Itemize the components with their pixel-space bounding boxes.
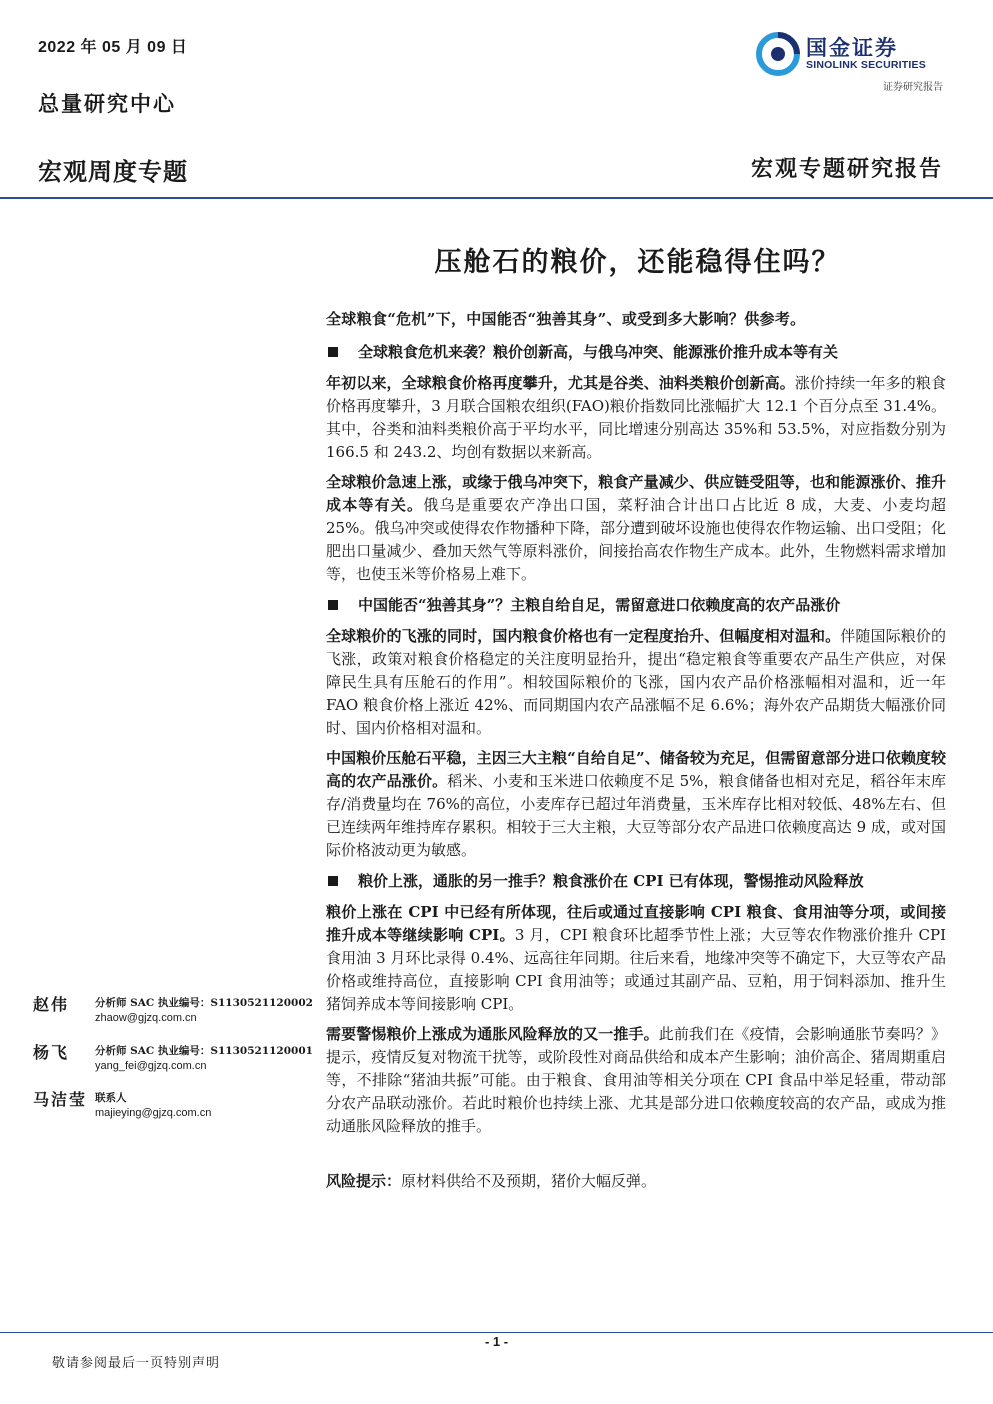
square-bullet-icon xyxy=(328,876,338,886)
paragraph xyxy=(326,1023,946,1138)
paragraph-body: 涨价持续一年多的粮食价格再度攀升，3 月联合国粮农组织(FAO)粮价指数同比涨幅扩大 12.1 个百分点至 31.4%。其中，谷类和油料类粮价高于平均水平，同比增速分别高达 35%和 53.5%，对应指数分别为 166.5 和 243.2、均创有数据以来新高。 xyxy=(326,374,946,461)
analyst-email[interactable]: yang_fei@gjzq.com.cn xyxy=(95,1060,207,1072)
paragraph-lead: 需要警惕粮价上涨成为通胀风险释放的又一推手。 xyxy=(326,1025,659,1043)
section-heading-text: 粮价上涨，通胀的另一推手？粮食涨价在 CPI 已有体现，警惕推动风险释放 xyxy=(358,872,864,890)
logo-chinese-name: 国金证券 xyxy=(806,37,898,60)
page-number: - 1 - xyxy=(484,1334,509,1349)
section-heading-text: 中国能否“独善其身”？主粮自给自足，需留意进口依赖度高的农产品涨价 xyxy=(358,596,841,614)
report-type: 宏观专题研究报告 xyxy=(750,156,943,182)
paragraph-lead: 中国粮价压舱石平稳，主因三大主粮“自给自足”、储备较为充足，但需留意部分进口依赖度较高的农产品涨价。 xyxy=(326,749,946,790)
summary-line: 全球粮食“危机”下，中国能否“独善其身”、或受到多大影响？供参考。 xyxy=(326,310,806,328)
analyst-role: 联系人 xyxy=(95,1092,127,1104)
paragraph xyxy=(326,625,946,740)
logo-subtitle: 证券研究报告 xyxy=(883,82,943,93)
paragraph xyxy=(326,372,946,464)
report-series: 宏观周度专题 xyxy=(38,159,188,186)
analyst-name: 赵伟 xyxy=(33,995,70,1014)
analyst-role: 分析师 SAC 执业编号：S1130521120001 xyxy=(95,1045,313,1057)
logo-english-name: SINOLINK SECURITIES xyxy=(806,59,926,71)
section-heading xyxy=(326,594,946,615)
paragraph-lead: 全球粮价的飞涨的同时，国内粮食价格也有一定程度抬升、但幅度相对温和。 xyxy=(326,627,841,645)
section-heading xyxy=(326,341,946,362)
paragraph xyxy=(326,901,946,1016)
footer-divider xyxy=(0,1332,993,1333)
header-divider xyxy=(0,197,993,199)
disclaimer-note: 敬请参阅最后一页特别声明 xyxy=(52,1356,221,1371)
research-center: 总量研究中心 xyxy=(38,91,176,116)
analyst-email[interactable]: majieying@gjzq.com.cn xyxy=(95,1107,212,1119)
paragraph-body: 此前我们在《疫情，会影响通胀节奏吗？》提示，疫情反复对物流干扰等，或阶段性对商品供给和成本产生影响；油价高企、猪周期重启等，不排除“猪油共振”可能。由于粮食、食用油等相关分项在 CPI 食品中举足轻重，带动部分农产品联动涨价。若此时粮价也持续上涨、尤其是部分进口依赖度较高的农产品，或成为推动通胀风险释放的推手。 xyxy=(326,1025,946,1135)
analyst-name: 杨飞 xyxy=(33,1043,70,1062)
report-date: 2022 年 05 月 09 日 xyxy=(38,39,188,56)
paragraph-lead: 年初以来，全球粮食价格再度攀升，尤其是谷类、油料类粮价创新高。 xyxy=(326,374,795,392)
paragraph-body: 3 月，CPI 粮食环比超季节性上涨；大豆等农作物涨价推升 CPI 食用油 3 月环比录得 0.4%、远高往年同期。往后来看，地缘冲突等不确定下，大豆等农产品价格或维持高位，直接影响 CPI 食用油等；或通过其副产品、豆粕，用于饲料添加、推升生猪饲养成本等间接影响 CPI。 xyxy=(326,926,946,1013)
risk-label: 风险提示： xyxy=(326,1172,402,1190)
paragraph-body: 俄乌是重要农产净出口国，菜籽油合计出口占比近 8 成，大麦、小麦均超 25%。俄乌冲突或使得农作物播种下降，部分遭到破坏设施也使得农作物运输、出口受阻；化肥出口量减少、叠加天然气等原料涨价，间接抬高农作物生产成本。此外，生物燃料需求增加等，也使玉米等价格易上难下。 xyxy=(326,496,946,583)
square-bullet-icon xyxy=(328,347,338,357)
analyst-email[interactable]: zhaow@gjzq.com.cn xyxy=(95,1012,197,1024)
main-content xyxy=(326,308,946,1191)
paragraph xyxy=(326,747,946,862)
analyst-name: 马洁莹 xyxy=(33,1090,88,1109)
risk-text: 原材料供给不及预期，猪价大幅反弹。 xyxy=(401,1172,657,1190)
paragraph-lead: 粮价上涨在 CPI 中已经有所体现，往后或通过直接影响 CPI 粮食、食用油等分项，或间接推升成本等继续影响 CPI。 xyxy=(326,903,946,944)
paragraph-lead: 全球粮价急速上涨，或缘于俄乌冲突下，粮食产量减少、供应链受阻等，也和能源涨价、推升成本等有关。 xyxy=(326,473,946,514)
section-heading-text: 全球粮食危机来袭？粮价创新高，与俄乌冲突、能源涨价推升成本等有关 xyxy=(358,343,839,361)
paragraph xyxy=(326,471,946,586)
analyst-role: 分析师 SAC 执业编号：S1130521120002 xyxy=(95,997,313,1009)
section-heading xyxy=(326,870,946,891)
risk-warning xyxy=(326,1170,946,1191)
report-title: 压舱石的粮价，还能稳得住吗？ xyxy=(434,247,841,278)
logo-mark-icon xyxy=(756,32,800,76)
paragraph-body: 伴随国际粮价的飞涨，政策对粮食价格稳定的关注度明显抬升，提出“稳定粮食等重要农产品生产供应，对保障民生具有压舱石的作用”。相较国际粮价的飞涨，国内农产品价格涨幅相对温和，近一年 FAO 粮食价格上涨近 42%、而同期国内农产品涨幅不足 6.6%；海外农产品期货大幅涨价同时、国内价格相对温和。 xyxy=(326,627,946,737)
paragraph-body: 稻米、小麦和玉米进口依赖度不足 5%，粮食储备也相对充足，稻谷年末库存/消费量均在 76%的高位，小麦库存已超过年消费量，玉米库存比相对较低、48%左右、但已连续两年维持库存累积。相较于三大主粮，大豆等部分农产品进口依赖度高达 9 成，或对国际价格波动更为敏感。 xyxy=(326,772,946,859)
square-bullet-icon xyxy=(328,600,338,610)
company-logo xyxy=(756,32,946,76)
